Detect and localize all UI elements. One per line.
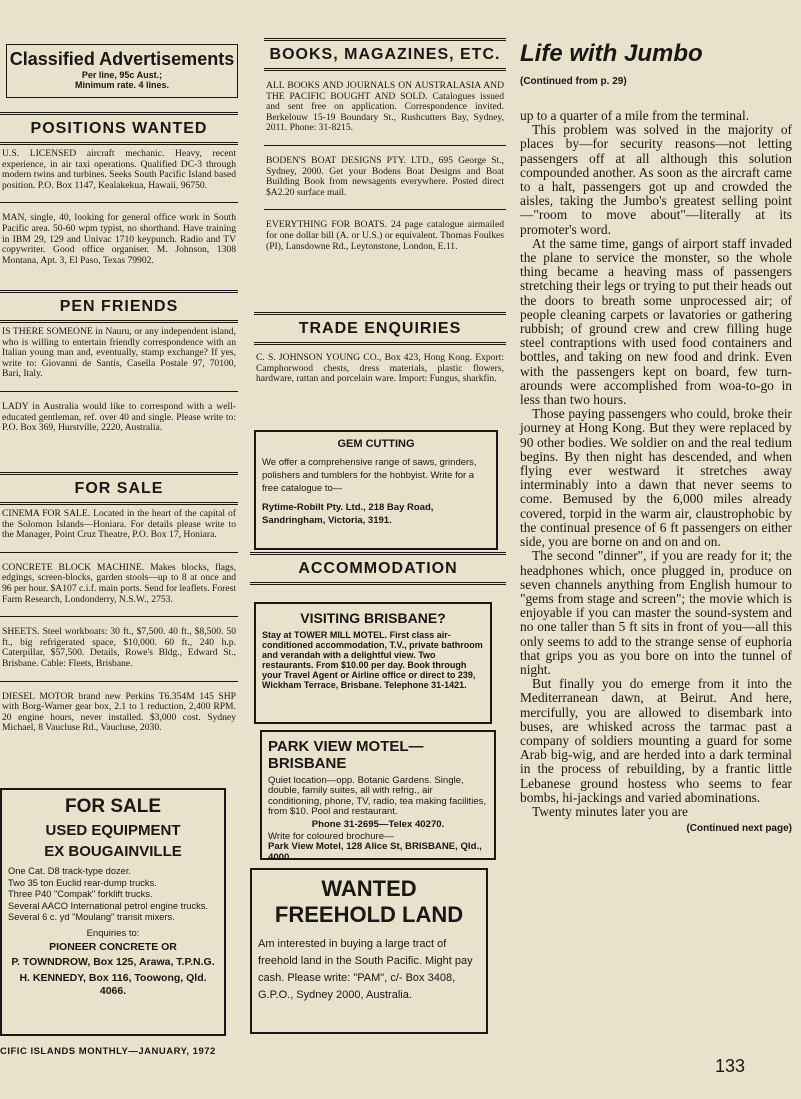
list-item: One Cat. D8 track-type dozer. [8,866,131,876]
article-paragraph: up to a quarter of a mile from the terminal. [520,108,750,123]
article-title: Life with Jumbo [520,40,703,67]
used-equipment-contact-2: H. KENNEDY, Box 116, Toowong, Qld. 4066. [19,971,207,997]
ad-italian-pen-friend: IS THERE SOMEONE in Nauru, or any independent island, who is willing to entertain friendly correspondence with an Italian young man and, eventually, stamp exchange? If yes, write to: Giovanni de Santis, Casella Postale 97, 70100, Bari, Italy. [2,326,236,380]
positions-wanted-heading: POSITIONS WANTED [30,120,208,137]
ad-johnson-young: C. S. JOHNSON YOUNG CO., Box 423, Hong Kong. Export: Camphorwood chests, dress materials, plastic flowers, hardware, rattan and porcelain ware. Import: Fungus, sharkfin. [256,352,504,385]
for-sale-section [0,472,238,739]
pen-friends-heading: PEN FRIENDS [59,298,179,315]
page-number: 133 [715,1056,746,1076]
used-equipment-contact-1-addr: P. TOWNDROW, Box 125, Arawa, T.P.N.G. [11,956,215,968]
visiting-brisbane-title: VISITING BRISBANE? [300,610,446,626]
gem-cutting-title: GEM CUTTING [337,438,415,450]
park-view-body: Quiet location—opp. Botanic Gardens. Single, double, family suites, all with refrig., air conditioning, phone, TV, radio, tea making facilities, from $10. Pool and restaurant. [268,775,487,818]
ad-bodens-boat: BODEN'S BOAT DESIGNS PTY. LTD., 695 George St., Sydney, 2000. Get your Bodens Boat Designs and Boat Building Book from newsagents everywhere. Posted direct $A2.20 surface mail. [266,154,504,198]
article-paragraph: The second "dinner", if you are ready for it; the headphones which, once plugged in, produce on seven channels anything from English humour to "gems from stage and screen"; the movie which is enjoyable if you can master the sound-system and no one taller than 5 ft sits in front of you—all this only seems to add to the strange sense of euphoria that grips you as you bore on into the tunnel of night. [520,548,792,677]
used-equipment-box [0,788,226,1036]
park-view-phone: Phone 31-2695—Telex 40270. [311,818,445,830]
list-item: Several 6 c. yd "Moulang" transit mixers. [8,912,175,922]
gem-cutting-box [254,430,498,550]
accommodation-section [250,552,506,585]
trade-heading: TRADE ENQUIRIES [298,320,462,337]
used-equipment-subtitle-2: EX BOUGAINVILLE [44,843,182,860]
books-section [264,38,506,257]
used-equipment-list [8,866,218,924]
article-paragraph: This problem was solved in the majority of places by—for security reasons—not letting passengers off at all although this solution compounded another. As soon as the aircraft came to a halt, passengers got up and crowded the aisles, taking the Jumbo's greatest selling point—"room to move about"—literally at its promoter's word. [520,122,792,237]
ad-cinema: CINEMA FOR SALE. Located in the heart of the capital of the Solomon Islands—Honiara. For details please write to the Manager, Point Cruz Theatre, P.O. Box 17, Honiara. [2,508,236,541]
gem-cutting-address: Rytime-Robilt Pty. Ltd., 218 Bay Road, Sandringham, Victoria, 3191. [262,502,434,526]
wanted-title-1: WANTED [321,876,417,901]
classified-title-box [6,44,238,98]
visiting-brisbane-body: Stay at TOWER MILL MOTEL. First class air-conditioned accommodation, T.V., private bathroom and verandah with a delightful view. Two restaurants. From $10.00 per day. Book through your Travel Agent or Airline office or direct to 239, Wickham Terrace, Brisbane. Telephone 31-1421. [262,630,483,690]
positions-wanted-section [0,112,238,271]
list-item: Several AACO International petrol engine trucks. [8,900,208,911]
accommodation-heading: ACCOMMODATION [298,560,458,577]
classified-rate: Per line, 95c Aust.; [81,70,163,80]
ad-everything-boats: EVERYTHING FOR BOATS. 24 page catalogue airmailed for one dollar bill (A. or U.S.) or equivalent. Thomas Foulkes (PI), Lansdowne Rd., Leytonstone, London, E.11. [266,219,504,252]
ad-concrete-block: CONCRETE BLOCK MACHINE. Makes blocks, flags, edgings, screen-blocks, garden stools—up to 8 at once and 96 per hour. $A107 c.i.f. main ports. Send for leaflets. Forest Farm Research, Londonderry, N.S.W., 2753. [2,561,236,605]
for-sale-heading: FOR SALE [74,480,164,497]
used-equipment-subtitle-1: USED EQUIPMENT [45,822,181,839]
article-paragraph: Twenty minutes later you are [532,803,688,819]
article-body [520,109,792,819]
park-view-address: Park View Motel, 128 Alice St, BRISBANE, Qld., 4000. [268,841,482,863]
park-view-box [260,730,496,863]
ad-diesel-motor: DIESEL MOTOR brand new Perkins T6.354M 145 SHP with Borg-Warner gear box, 2.1 to 1 reduction, 2,400 RPM. 20 engine hours, never installed. $3,000 cost. Sydney Michael, 8 Vaucluse Rd., Vaucluse, 2030. [2,690,236,734]
ad-aircraft-mechanic: U.S. LICENSED aircraft mechanic. Heavy, recent experience, in air taxi operations. Qualified DC-3 through modern twins and turbines. Seeks South Pacific Island based position. P.O. Box 1147, Kealakekua, Hawaii, 96750. [2,148,236,191]
used-equipment-title: FOR SALE [64,796,162,817]
wanted-title-2: FREEHOLD LAND [274,902,464,927]
ad-office-worker: MAN, single, 40, looking for general office work in South Pacific area. 50-60 wpm typist, no shorthand. Have training in IBM 29, 129 and Univac 1710 keypunch. Radio and TV copywriter. Good office organiser. M. Johnson, 1308 Montana, Apt. 3, El Paso, Texas 79902. [2,212,236,266]
used-equipment-enquiries: Enquiries to: [86,927,140,939]
list-item: Two 35 ton Euclid rear-dump trucks. [8,877,157,888]
wanted-body: Am interested in buying a large tract of freehold land in the South Pacific. Might pay cash. Please write: "PAM", c/- Box 3408, G.P.O., Sydney 2000, Australia. [258,938,473,1001]
article-continued-from: (Continued from p. 29) [520,76,627,87]
ad-workboats: SHEETS. Steel workboats: 30 ft., $7,500. 40 ft., $8,500. 50 ft., big refrigerated space, $10,000. 60 ft., 240 h.p. Caterpillar, $57,500. Details, Rowe's Bldg., Edward St., Brisbane. Cable: Fleets, Brisbane. [2,626,236,669]
ad-all-books: ALL BOOKS AND JOURNALS ON AUSTRALASIA AND THE PACIFIC BOUGHT AND SOLD. Catalogues issued and sent free on application. Correspondence invited. Berkelouw 15-19 Boundary St., Rushcutters Bay, Sydney, 2011. Phone: 31-8215. [266,80,504,134]
used-equipment-contact-1-name: PIONEER CONCRETE OR [49,940,177,953]
article-continued-next: (Continued next page) [686,823,792,835]
column-article [520,0,792,834]
classified-minimum: Minimum rate. 4 lines. [74,80,170,90]
article-paragraph: At the same time, gangs of airport staff invaded the plane to service the monster, so the whole thing became a heaving mass of passengers stretching their legs or trying to put their heads out the doors to breath some unprocessed air; of people cleaning carpets or lavatories or gathering rubbish; of ground crew and crew filling huge steel contraptions with used food containers and bottles, and taking on new food and drink. Even with the passengers kept on board, few turn-arounds were accomplished from woa-to-go in less than two hours. [520,235,792,408]
visiting-brisbane-box [254,602,492,724]
pen-friends-section [0,290,238,439]
list-item: Three P40 "Compak" forklift trucks. [8,889,153,899]
books-heading: BOOKS, MAGAZINES, ETC. [269,46,501,63]
article-paragraph: But finally you do emerge from it into the Mediterranean dawn, at Beirut. And here, mercifully, you are allowed to disembark into buses, are whisked across the tarmac past a company of soldiers mounting a guard for some Arab big-wig, and are herded into a dark terminal in the process of rebuilding, by a frantic little Lebanese ground hostess who seems to fear bombs, hi-jackings and varied abominations. [520,676,792,805]
wanted-freehold-box [250,868,488,1034]
classified-title: Classified Advertisements [9,49,235,69]
ad-lady-australia: LADY in Australia would like to correspond with a well-educated gentleman, ref. over 40 and single. Please write to: P.O. Box 369, Hurstville, 2220, Australia. [2,400,236,434]
article-paragraph: Those paying passengers who could, broke their journey at Hong Kong. But they were replaced by 90 other bodies. We soldier on and the real tedium begins. By then night has descended, and when flying ever westward it stretches away interminably into a dawn that never seems to come. Bemused by the 6,000 miles already covered, torpid in the warm air, claustrophobic by the continual presence of 6 ft passengers on either side, you are borne on and on and on. [520,406,792,550]
park-view-write: Write for coloured brochure— [268,831,394,843]
gem-cutting-body: We offer a comprehensive range of saws, grinders, polishers and tumblers for the hobbyist. Write for a free catalogue to— [262,457,477,494]
footer-issue: CIFIC ISLANDS MONTHLY—JANUARY, 1972 [0,1046,216,1057]
trade-section [254,312,506,390]
park-view-title: PARK VIEW MOTEL—BRISBANE [268,738,424,772]
